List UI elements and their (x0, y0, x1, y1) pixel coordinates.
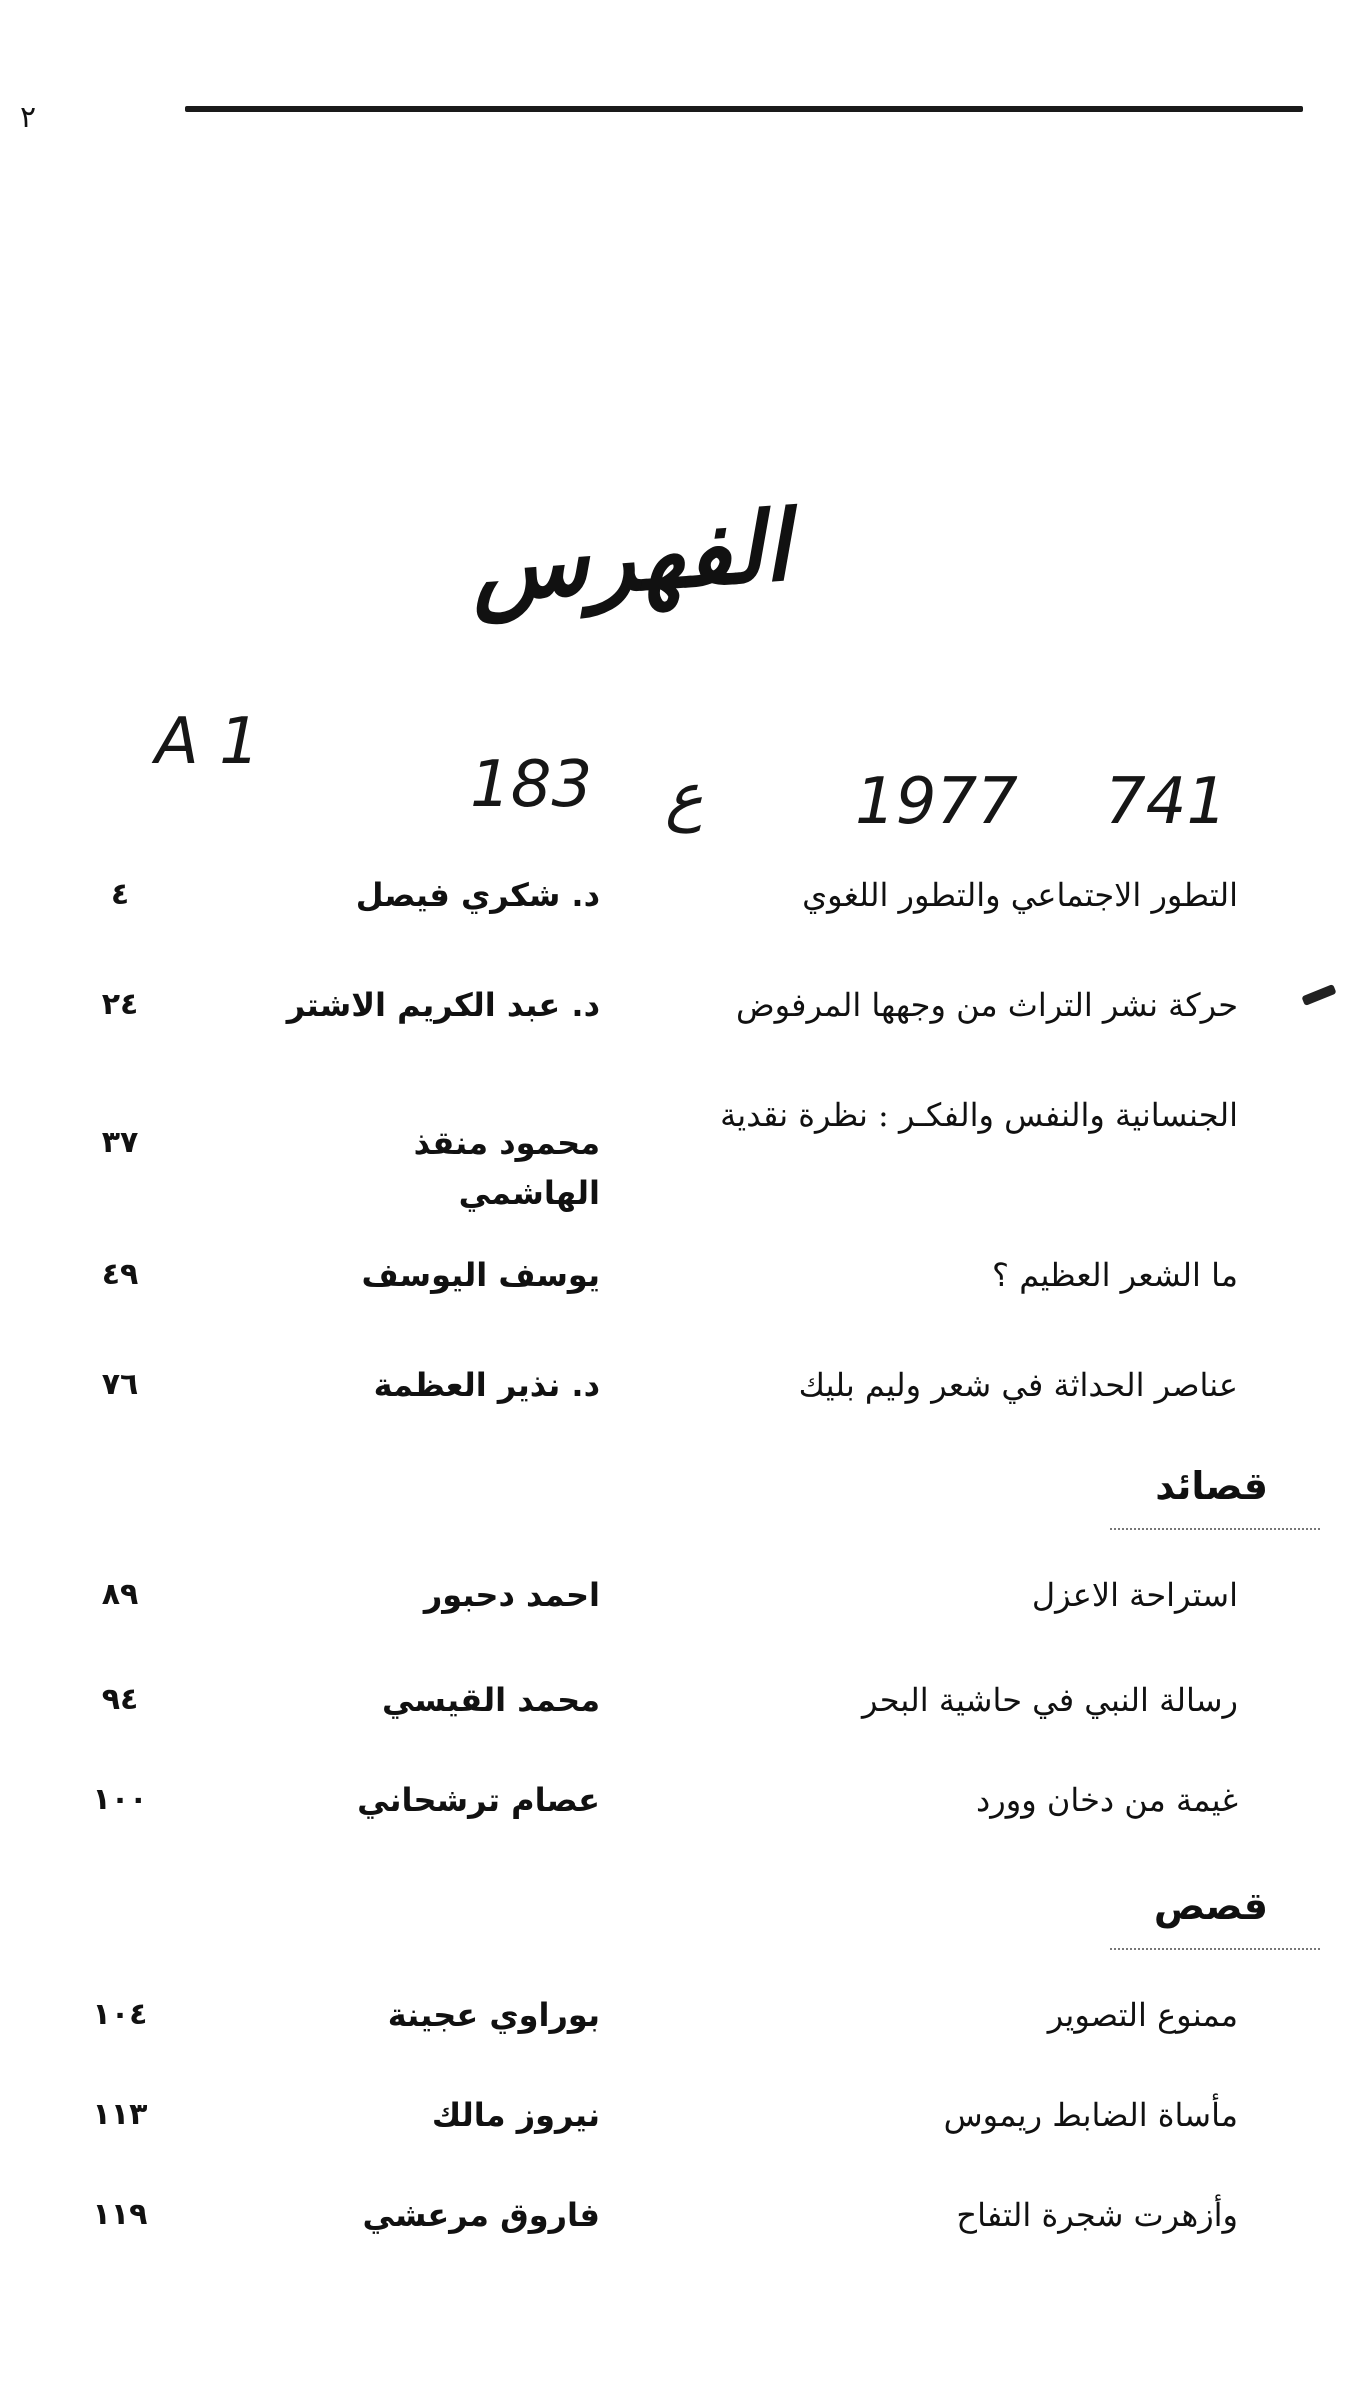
toc-article-title: عناصر الحداثة في شعر وليم بليك (798, 1366, 1238, 1404)
toc-row (0, 1250, 1346, 1330)
handwritten-183: 183 (470, 748, 593, 822)
section-divider (1110, 1528, 1320, 1530)
toc-poem-title: استراحة الاعزل (1031, 1576, 1238, 1614)
toc-row (0, 2090, 1346, 2170)
toc-author: محمود منقذ الهاشمي (413, 1124, 600, 1212)
section-heading-stories: قصص (1153, 1884, 1268, 1928)
toc-row (0, 1675, 1346, 1755)
handwritten-741: 741 (1105, 765, 1228, 839)
toc-row (0, 870, 1346, 950)
toc-row (0, 2190, 1346, 2270)
toc-author: محمد القيسي (382, 1681, 600, 1719)
toc-page-number: ٤٩ (101, 1257, 139, 1292)
handwritten-ain: ع (665, 760, 704, 834)
toc-row (0, 980, 1346, 1060)
toc-row (0, 1360, 1346, 1440)
toc-page-number: ١٠٤ (92, 1997, 148, 2032)
toc-page-number: ٢٤ (101, 987, 139, 1022)
toc-page-number: ٧٦ (101, 1367, 139, 1402)
toc-story-title: وأزهرت شجرة التفاح (956, 2196, 1238, 2234)
toc-article-title: الجنسانية والنفس والفكـر : نظرة نقدية (720, 1096, 1238, 1134)
toc-page-number: ٨٩ (101, 1577, 139, 1612)
toc-author: فاروق مرعشي (362, 2196, 600, 2234)
toc-author: يوسف اليوسف (361, 1256, 600, 1294)
handwritten-a1: A 1 (155, 705, 260, 779)
toc-row (0, 1090, 1346, 1212)
toc-page-number: ١١٣ (92, 2097, 148, 2132)
toc-author: احمد دحبور (423, 1576, 600, 1614)
toc-poem-title: رسالة النبي في حاشية البحر (862, 1681, 1238, 1719)
toc-row (0, 1570, 1346, 1650)
toc-row (0, 1775, 1346, 1855)
toc-story-title: مأساة الضابط ريموس (943, 2096, 1238, 2134)
toc-poem-title: غيمة من دخان وورد (976, 1781, 1238, 1819)
toc-article-title: ما الشعر العظيم ؟ (992, 1256, 1238, 1294)
toc-story-title: ممنوع التصوير (1047, 1996, 1238, 2034)
toc-row (0, 1990, 1346, 2070)
toc-page-number: ١١٩ (92, 2197, 148, 2232)
page-title: الفهرس (466, 489, 793, 624)
toc-article-title: حركة نشر التراث من وجهها المرفوض (735, 986, 1238, 1024)
toc-author: د. شكري فيصل (355, 876, 600, 914)
toc-author: د. نذير العظمة (373, 1366, 600, 1404)
toc-author: عصام ترشحاني (357, 1781, 600, 1819)
toc-author: نيروز مالك (431, 2096, 600, 2134)
toc-author: بوراوي عجينة (387, 1996, 600, 2034)
handwritten-year: 1977 (855, 765, 1018, 839)
toc-page-number: ٣٧ (101, 1125, 139, 1160)
toc-page-number: ٩٤ (101, 1682, 139, 1717)
section-divider (1110, 1948, 1320, 1950)
toc-author: د. عبد الكريم الاشتر (286, 986, 600, 1024)
toc-article-title: التطور الاجتماعي والتطور اللغوي (802, 876, 1238, 914)
toc-page-number: ٤ (110, 877, 130, 912)
page-number: ٢ (20, 100, 37, 135)
section-heading-poems: قصائد (1155, 1464, 1268, 1508)
toc-page-number: ١٠٠ (92, 1782, 148, 1817)
